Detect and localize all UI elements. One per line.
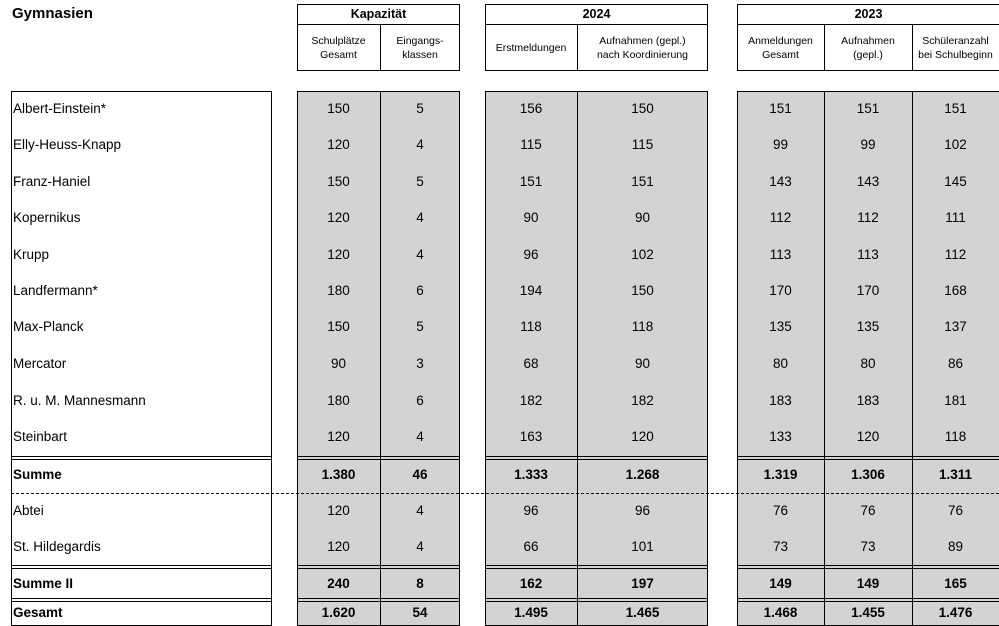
summe-row-value: 1.306: [851, 467, 885, 482]
gesamt-row-value: 54: [412, 605, 428, 620]
summe2-row-value: 240: [327, 576, 350, 591]
table-row-value: 151: [519, 174, 543, 189]
header-title-y2024: 2024: [582, 7, 611, 21]
column-header-y2023-0: Anmeldungen Gesamt: [748, 35, 813, 61]
header-col-sep: [380, 24, 381, 71]
table-row-value: 73: [772, 539, 789, 554]
table-row-value: 90: [330, 356, 347, 371]
summe-row-value: 1.268: [625, 467, 660, 482]
table-row-value: 80: [772, 356, 789, 371]
table-row-label: Krupp: [13, 247, 50, 262]
table-row-value: 4: [416, 247, 424, 262]
summe2-top-double-line: [297, 568, 460, 569]
table-row-value: 120: [327, 429, 350, 444]
table-row-label: Max-Planck: [13, 319, 84, 334]
table-row-value: 73: [860, 539, 876, 554]
table-row-value: 113: [857, 247, 879, 262]
table-row-value: 5: [416, 101, 424, 116]
summe-top-double-line: [485, 456, 708, 457]
gesamt-row-label: Gesamt: [13, 605, 63, 620]
table-row-value: 102: [944, 137, 967, 152]
header-title-y2023: 2023: [854, 7, 883, 21]
table-row-value: 115: [520, 137, 542, 152]
table-row-value: 66: [523, 539, 539, 554]
table-row-value: 135: [856, 319, 880, 334]
table-row-value: 115: [631, 137, 654, 152]
table-row-label: Mercator: [13, 356, 67, 371]
table-row-value: 182: [631, 393, 654, 408]
table-row-value: 102: [631, 247, 654, 262]
table-row-value: 181: [944, 393, 967, 408]
summe2-row-value: 165: [944, 576, 967, 591]
table-row-value: 99: [772, 137, 789, 152]
summe2-top-double-line: [485, 568, 708, 569]
table-row-value: 86: [947, 356, 964, 371]
table-row-value: 120: [327, 210, 350, 225]
table-row-value: 4: [416, 137, 424, 152]
table-row-value: 194: [519, 283, 543, 298]
header-col-sep: [824, 24, 825, 71]
column-header-kapazitaet-0: Schulplätze Gesamt: [311, 35, 366, 61]
gesamt-top-double-line: [485, 598, 708, 599]
header-col-sep: [912, 24, 913, 71]
table-row-value: 135: [769, 319, 792, 334]
table-row-value: 143: [856, 174, 880, 189]
table-row-value: 182: [519, 393, 543, 408]
column-header-y2024-0: Erstmeldungen: [495, 42, 567, 54]
table-row-value: 80: [860, 356, 876, 371]
table-row-value: 133: [769, 429, 792, 444]
summe-top-double-line: [297, 456, 460, 457]
table-row-value: 113: [769, 247, 792, 262]
gesamt-top-double-line: [737, 598, 999, 599]
table-row-value: 90: [634, 356, 651, 371]
table-row-value: 180: [327, 283, 350, 298]
summe2-row-value: 8: [416, 576, 424, 591]
table-row-value: 150: [327, 101, 350, 116]
table-row-value: 151: [944, 101, 967, 116]
header-col-sep: [577, 24, 578, 71]
table-row-value: 120: [327, 503, 350, 518]
table-row-value: 170: [769, 283, 792, 298]
table-row-value: 150: [631, 101, 654, 116]
table-row-value: 120: [856, 429, 880, 444]
table-row-value: 120: [327, 539, 350, 554]
table-row-label: Landfermann*: [13, 283, 98, 298]
gesamt-row-value: 1.465: [625, 605, 660, 620]
table-row-value: 183: [856, 393, 880, 408]
summe-row-value: 1.380: [321, 467, 356, 482]
summe-top-double-line: [11, 456, 272, 457]
gesamt-row-value: 1.620: [321, 605, 356, 620]
table-row-value: 118: [631, 319, 654, 334]
summe-top-double-line: [11, 459, 272, 460]
table-row-value: 6: [416, 283, 424, 298]
summe-top-double-line: [737, 459, 999, 460]
summe2-top-double-line: [737, 568, 999, 569]
table-row-value: 143: [769, 174, 792, 189]
table-row-label: R. u. M. Mannesmann: [13, 393, 146, 408]
summe-row-label: Summe: [13, 467, 62, 482]
column-header-y2024-1: Aufnahmen (gepl.) nach Koordinierung: [596, 35, 689, 61]
table-row-value: 118: [944, 429, 967, 444]
table-row-value: 120: [327, 247, 350, 262]
gesamt-top-double-line: [297, 598, 460, 599]
table-row-value: 120: [327, 137, 350, 152]
table-row-value: 4: [416, 539, 424, 554]
table-row-label: Steinbart: [13, 429, 68, 444]
table-row-label: Franz-Haniel: [13, 174, 91, 189]
table-row-value: 5: [416, 174, 424, 189]
table-row-label: St. Hildegardis: [13, 539, 101, 554]
gesamt-top-double-line: [297, 601, 460, 602]
gesamt-top-double-line: [11, 598, 272, 599]
summe-top-double-line: [297, 459, 460, 460]
table-row-value: 163: [519, 429, 543, 444]
table-row-value: 89: [947, 539, 964, 554]
summe2-row-value: 149: [769, 576, 792, 591]
table-row-label: Kopernikus: [13, 210, 81, 225]
table-row-label: Abtei: [13, 503, 44, 518]
table-row-value: 4: [416, 429, 424, 444]
table-row-value: 90: [634, 210, 651, 225]
table-row-value: 151: [631, 174, 654, 189]
header-title-kapazitaet: Kapazität: [350, 7, 407, 21]
summe2-row-value: 162: [519, 576, 543, 591]
table-row-value: 150: [631, 283, 654, 298]
page-title: Gymnasien: [12, 5, 93, 22]
table-row-value: 183: [769, 393, 792, 408]
table-row-value: 112: [944, 247, 967, 262]
summe-row-value: 1.319: [763, 467, 798, 482]
table-row-value: 137: [944, 319, 967, 334]
table-row-value: 68: [523, 356, 539, 371]
summe2-top-double-line: [297, 565, 460, 566]
table-row-value: 150: [327, 319, 350, 334]
table-row-value: 4: [416, 210, 424, 225]
table-row-value: 150: [327, 174, 350, 189]
table-row-value: 96: [523, 503, 539, 518]
table-row-value: 96: [523, 247, 539, 262]
gesamt-row-value: 1.455: [851, 605, 885, 620]
table-row-value: 76: [947, 503, 964, 518]
table-row-value: 76: [772, 503, 789, 518]
table-row-value: 76: [860, 503, 876, 518]
table-row-value: 3: [416, 356, 424, 371]
table-row-value: 168: [944, 283, 967, 298]
summe2-top-double-line: [737, 565, 999, 566]
table-row-label: Elly-Heuss-Knapp: [13, 137, 122, 152]
column-header-kapazitaet-1: Eingangs- klassen: [396, 35, 444, 61]
table-row-value: 112: [857, 210, 879, 225]
table-row-value: 111: [945, 210, 966, 225]
table-row-label: Albert-Einstein*: [13, 101, 107, 116]
summe2-top-double-line: [485, 565, 708, 566]
gesamt-top-double-line: [485, 601, 708, 602]
summe2-top-double-line: [11, 568, 272, 569]
summe-top-double-line: [485, 459, 708, 460]
summe2-row-value: 197: [631, 576, 654, 591]
column-header-y2023-1: Aufnahmen (gepl.): [841, 35, 895, 61]
gesamt-row-value: 1.476: [938, 605, 973, 620]
table-row-value: 6: [416, 393, 424, 408]
gesamt-top-double-line: [737, 601, 999, 602]
table-row-value: 4: [416, 503, 424, 518]
summe-top-double-line: [737, 456, 999, 457]
table-row-value: 151: [856, 101, 880, 116]
summe-row-value: 46: [412, 467, 428, 482]
gesamt-row-value: 1.468: [763, 605, 798, 620]
table-row-value: 90: [523, 210, 539, 225]
table-row-value: 101: [631, 539, 654, 554]
summe2-row-label: Summe II: [13, 576, 74, 591]
summe-bottom-dashed-line: [11, 493, 999, 494]
table-row-value: 180: [327, 393, 350, 408]
table-row-value: 145: [944, 174, 967, 189]
table-row-value: 120: [631, 429, 654, 444]
table-row-value: 118: [520, 319, 542, 334]
table-row-value: 151: [769, 101, 792, 116]
gesamt-top-double-line: [11, 601, 272, 602]
table-row-value: 96: [634, 503, 651, 518]
gesamt-row-value: 1.495: [514, 605, 548, 620]
table-row-value: 156: [519, 101, 543, 116]
summe2-top-double-line: [11, 565, 272, 566]
summe-row-value: 1.333: [514, 467, 548, 482]
summe-row-value: 1.311: [938, 467, 973, 482]
column-header-y2023-2: Schüleranzahl bei Schulbeginn: [918, 35, 993, 61]
table-row-value: 170: [856, 283, 880, 298]
table-row-value: 112: [769, 210, 792, 225]
summe2-row-value: 149: [856, 576, 880, 591]
table-row-value: 5: [416, 319, 424, 334]
table-row-value: 99: [860, 137, 876, 152]
